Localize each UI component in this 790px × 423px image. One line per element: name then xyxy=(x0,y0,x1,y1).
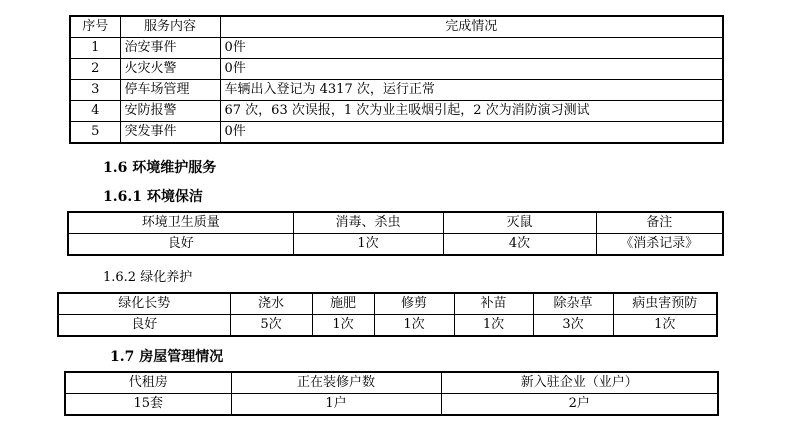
value-cell: 4次 xyxy=(443,234,596,256)
table-row xyxy=(65,394,718,416)
service-item: 火灾火警 xyxy=(120,59,220,80)
header-cell: 新入驻企业（业户） xyxy=(441,372,718,394)
row-number: 1 xyxy=(70,38,120,59)
section-heading-1-6-2: 1.6.2 绿化养护 xyxy=(103,270,193,285)
table-row xyxy=(70,38,723,59)
header-cell: 绿化长势 xyxy=(58,293,230,315)
section-heading-1-7: 1.7 房屋管理情况 xyxy=(110,349,224,365)
header-cell: 代租房 xyxy=(65,372,231,394)
table-header-row xyxy=(65,372,718,394)
header-cell: 服务内容 xyxy=(120,16,220,38)
value-cell: 15套 xyxy=(65,394,231,416)
table-header-row xyxy=(68,212,723,234)
cleaning-table xyxy=(67,211,724,256)
service-item: 突发事件 xyxy=(120,122,220,144)
value-cell: 1次 xyxy=(293,234,443,256)
header-cell: 正在装修户数 xyxy=(231,372,441,394)
table-row xyxy=(70,122,723,144)
value-cell: 《消杀记录》 xyxy=(596,234,723,256)
value-cell: 1次 xyxy=(374,315,454,337)
service-item: 停车场管理 xyxy=(120,80,220,101)
value-cell: 良好 xyxy=(68,234,293,256)
table-header-row xyxy=(70,16,723,38)
header-cell: 修剪 xyxy=(374,293,454,315)
header-cell: 浇水 xyxy=(230,293,312,315)
value-cell: 1次 xyxy=(454,315,533,337)
header-cell: 序号 xyxy=(70,16,120,38)
row-number: 5 xyxy=(70,122,120,144)
service-result: 0件 xyxy=(220,38,723,59)
service-result: 67 次，63 次误报，1 次为业主吸烟引起，2 次为消防演习测试 xyxy=(220,101,723,122)
service-item: 安防报警 xyxy=(120,101,220,122)
row-number: 2 xyxy=(70,59,120,80)
table-row xyxy=(58,315,717,337)
section-heading-1-6: 1.6 环境维护服务 xyxy=(103,160,217,176)
header-cell: 补苗 xyxy=(454,293,533,315)
row-number: 3 xyxy=(70,80,120,101)
header-cell: 完成情况 xyxy=(220,16,723,38)
table-header-row xyxy=(58,293,717,315)
header-cell: 备注 xyxy=(596,212,723,234)
value-cell: 良好 xyxy=(58,315,230,337)
table-row xyxy=(70,80,723,101)
value-cell: 2户 xyxy=(441,394,718,416)
header-cell: 灭鼠 xyxy=(443,212,596,234)
value-cell: 1次 xyxy=(613,315,717,337)
housing-table xyxy=(64,371,719,416)
service-table xyxy=(69,15,724,144)
header-cell: 病虫害预防 xyxy=(613,293,717,315)
header-cell: 除杂草 xyxy=(533,293,613,315)
service-result: 0件 xyxy=(220,122,723,144)
table-row xyxy=(70,59,723,80)
value-cell: 3次 xyxy=(533,315,613,337)
table-row xyxy=(68,234,723,256)
greening-table xyxy=(57,292,718,337)
header-cell: 消毒、杀虫 xyxy=(293,212,443,234)
section-heading-1-6-1: 1.6.1 环境保洁 xyxy=(103,189,203,205)
service-result: 车辆出入登记为 4317 次，运行正常 xyxy=(220,80,723,101)
value-cell: 1次 xyxy=(312,315,374,337)
service-item: 治安事件 xyxy=(120,38,220,59)
header-cell: 施肥 xyxy=(312,293,374,315)
value-cell: 1户 xyxy=(231,394,441,416)
table-row xyxy=(70,101,723,122)
row-number: 4 xyxy=(70,101,120,122)
value-cell: 5次 xyxy=(230,315,312,337)
service-result: 0件 xyxy=(220,59,723,80)
header-cell: 环境卫生质量 xyxy=(68,212,293,234)
